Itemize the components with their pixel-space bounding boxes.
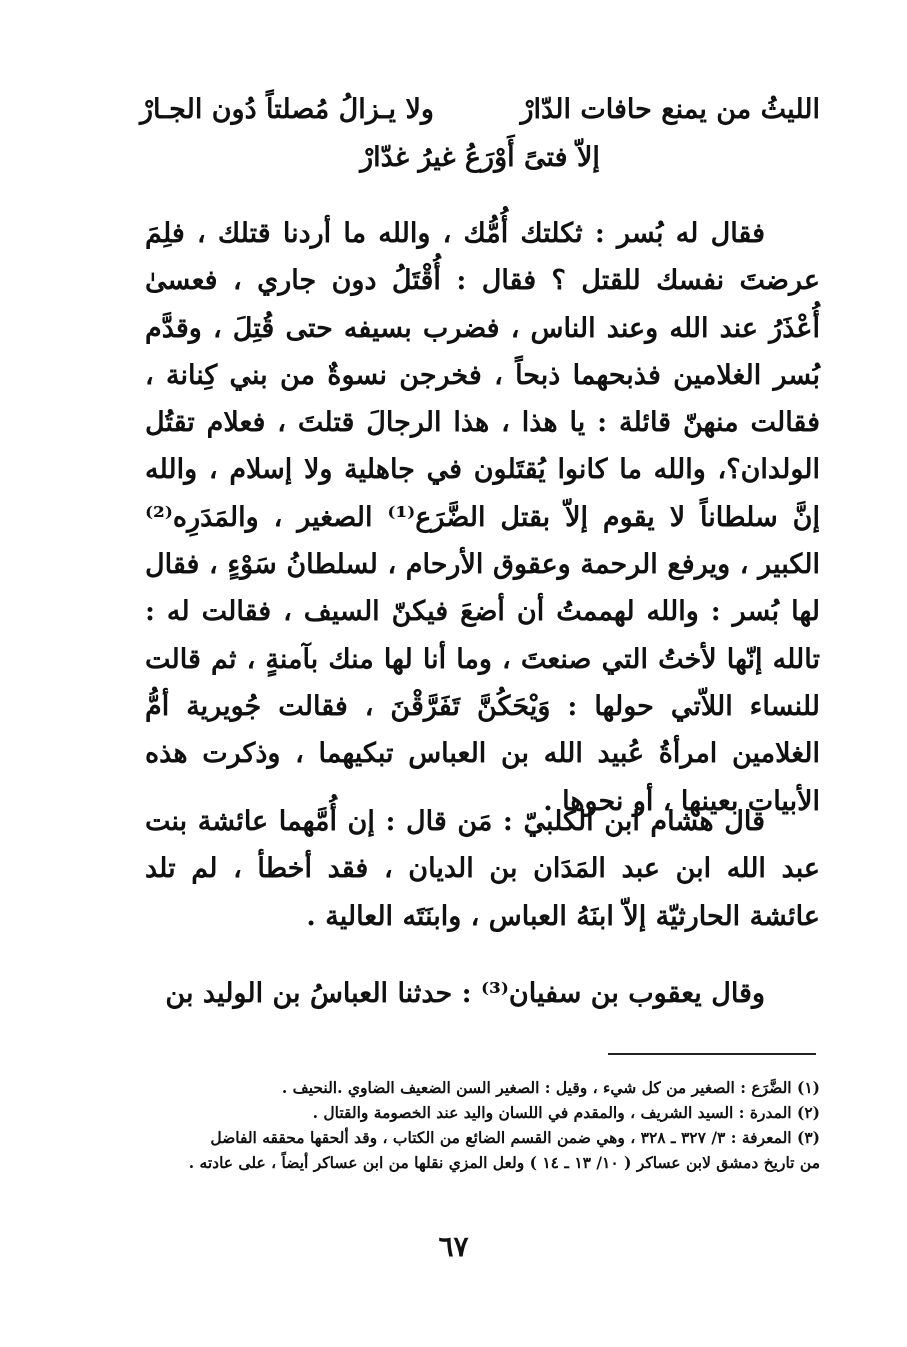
footnote-1: (١) الضَّرَع : الصغير من كل شيء ، وقيل : الصغير السن الضعيف الضاوي .النحيف . xyxy=(281,1078,820,1097)
footnotes xyxy=(140,1075,820,1175)
verse-line-2: إلاّ فتىً أَوْرَعُ غيرُ غدّارْ xyxy=(360,142,600,173)
paragraph-1-text: فقال له بُسر : ثكلتك أُمُّك ، والله ما أردنا قتلك ، فلِمَ عرضتَ نفسك للقتل ؟ فقال : أُقْتَلُ دون جاري ، فعسىٰ أُعْذَرُ عند الله وعند الناس ، فضرب بسيفه حتى قُتِلَ ، وقدَّم بُسر الغلامين فذبحهما ذبحاً ، فخرجن نسوةٌ من بني كِنانة ، فقالت منهنّ قائلة : يا هذا ، هذا الرجالَ قتلتَ ، فعلام تقتُل الولدان؟، والله ما كانوا يُقتَلون في جاهلية ولا إسلام ، والله إنَّ سلطاناً لا يقوم إلاّ بقتل الضَّرَع⁽¹⁾ الصغير ، والمَدَرِه⁽²⁾ الكبير ، ويرفع الرحمة وعقوق الأرحام ، لسلطانُ سَوْءٍ ، فقال لها بُسر : والله لهممتُ أن أضعَ فيكنّ السيف ، فقالت له : تالله إنّها لأختُ التي صنعتَ ، وما أنا لها منك بآمنةٍ ، ثم قالت للنساء اللاّتي حولها : وَيْحَكُنَّ تَفَرَّقْنَ ، فقالت جُويرية أمُّ الغلامين امرأةُ عُبيد الله بن العباس تبكيهما ، وذكرت هذه الأبيات بعينها ، أو نحوها . xyxy=(145,218,820,817)
paragraph-1 xyxy=(145,210,820,825)
footnote-separator xyxy=(608,1053,816,1055)
footnote-2: (٢) المدرة : السيد الشريف ، والمقدم في اللسان واليد عند الخصومة والقتال . xyxy=(312,1103,820,1122)
footnote-3-continued: من تاريخ دمشق لابن عساكر ( ١٠/ ١٣ ـ ١٤ ) ولعل المزي نقلها من ابن عساكر أيضاً ، على عادته . xyxy=(188,1153,820,1172)
verse-hemistich-right: الليثُ من يمنع حافات الدّارْ xyxy=(520,94,820,125)
paragraph-3-text: وقال يعقوب بن سفيان⁽³⁾ : حدثنا العباسُ بن الوليد بن xyxy=(165,978,765,1009)
paragraph-2-text: قال هشام ابن الكلبيّ : مَن قال : إن أُمَّهما عائشة بنت عبد الله ابن عبد المَدَان بن الديان ، فقد أخطأ ، لم تلد عائشة الحارثيّة إلاّ ابنَهُ العباس ، وابنَتَه العالية . xyxy=(145,806,820,932)
verse-hemistich-left: ولا يـزالُ مُصلتاً دُون الجـارْ xyxy=(140,94,434,125)
page-number: ٦٧ xyxy=(438,1230,469,1263)
footnote-3: (٣) المعرفة : ٣/ ٣٢٧ ـ ٣٢٨ ، وهي ضمن القسم الضائع من الكتاب ، وقد ألحقها محققه الفاضل xyxy=(210,1128,820,1147)
paragraph-2 xyxy=(145,798,820,940)
paragraph-3 xyxy=(145,970,820,1017)
